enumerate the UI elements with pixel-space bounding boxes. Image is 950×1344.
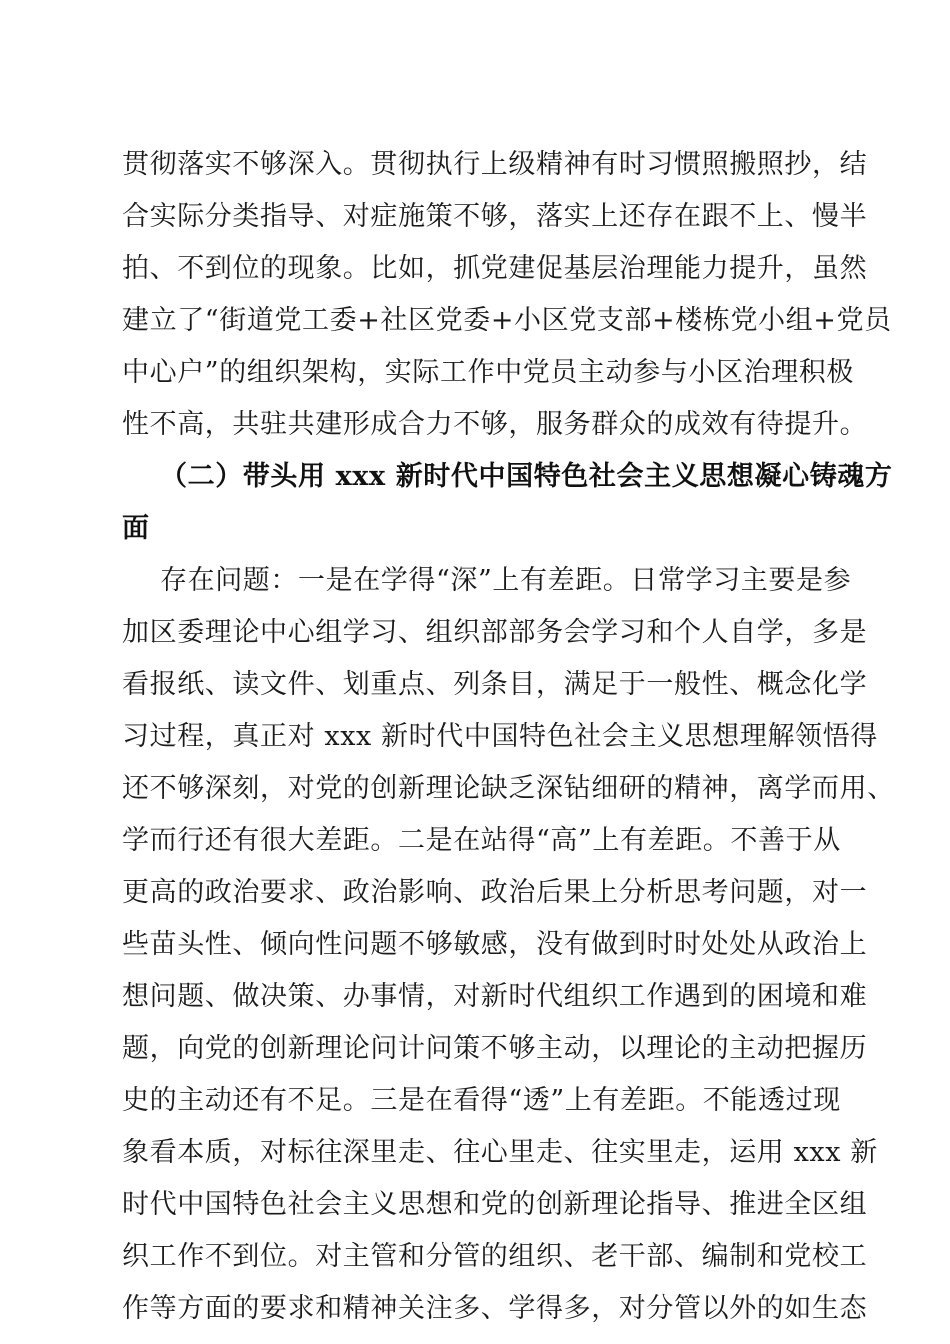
section-heading: （二）带头用 xxx 新时代中国特色社会主义思想凝心铸魂方	[160, 461, 893, 492]
paragraph-first-line: 存在问题：一是在学得“深”上有差距。日常学习主要是参	[160, 565, 852, 596]
text-line: 象看本质，对标往深里走、往心里走、往实里走，运用 xxx 新	[122, 1137, 878, 1168]
text-line: 时代中国特色社会主义思想和党的创新理论指导、推进全区组	[122, 1189, 868, 1220]
text-line: 些苗头性、倾向性问题不够敏感，没有做到时时处处从政治上	[122, 929, 868, 960]
text-line: 还不够深刻，对党的创新理论缺乏深钻细研的精神，离学而用、	[122, 773, 895, 804]
text-line: 习过程，真正对 xxx 新时代中国特色社会主义思想理解领悟得	[122, 721, 878, 752]
text-line: 加区委理论中心组学习、组织部部务会学习和个人自学，多是	[122, 617, 868, 648]
text-line: 合实际分类指导、对症施策不够，落实上还存在跟不上、慢半	[122, 201, 868, 232]
text-line: 建立了“街道党工委+社区党委+小区党支部+楼栋党小组+党员	[122, 305, 892, 336]
text-line: 中心户”的组织架构，实际工作中党员主动参与小区治理积极	[122, 357, 855, 388]
text-line: 学而行还有很大差距。二是在站得“高”上有差距。不善于从	[122, 825, 841, 856]
text-line: 织工作不到位。对主管和分管的组织、老干部、编制和党校工	[122, 1241, 868, 1272]
text-line: 史的主动还有不足。三是在看得“透”上有差距。不能透过现	[122, 1085, 841, 1116]
text-line: 更高的政治要求、政治影响、政治后果上分析思考问题，对一	[122, 877, 868, 908]
text-line: 作等方面的要求和精神关注多、学得多，对分管以外的如生态	[122, 1293, 868, 1324]
text-line: 想问题、做决策、办事情，对新时代组织工作遇到的困境和难	[122, 981, 868, 1012]
text-line: 题，向党的创新理论问计问策不够主动，以理论的主动把握历	[122, 1033, 868, 1064]
text-line: 拍、不到位的现象。比如，抓党建促基层治理能力提升，虽然	[122, 253, 868, 284]
text-line: 看报纸、读文件、划重点、列条目，满足于一般性、概念化学	[122, 669, 868, 700]
section-heading-continuation: 面	[122, 513, 150, 544]
text-line: 贯彻落实不够深入。贯彻执行上级精神有时习惯照搬照抄，结	[122, 149, 868, 180]
text-line: 性不高，共驻共建形成合力不够，服务群众的成效有待提升。	[122, 409, 868, 440]
